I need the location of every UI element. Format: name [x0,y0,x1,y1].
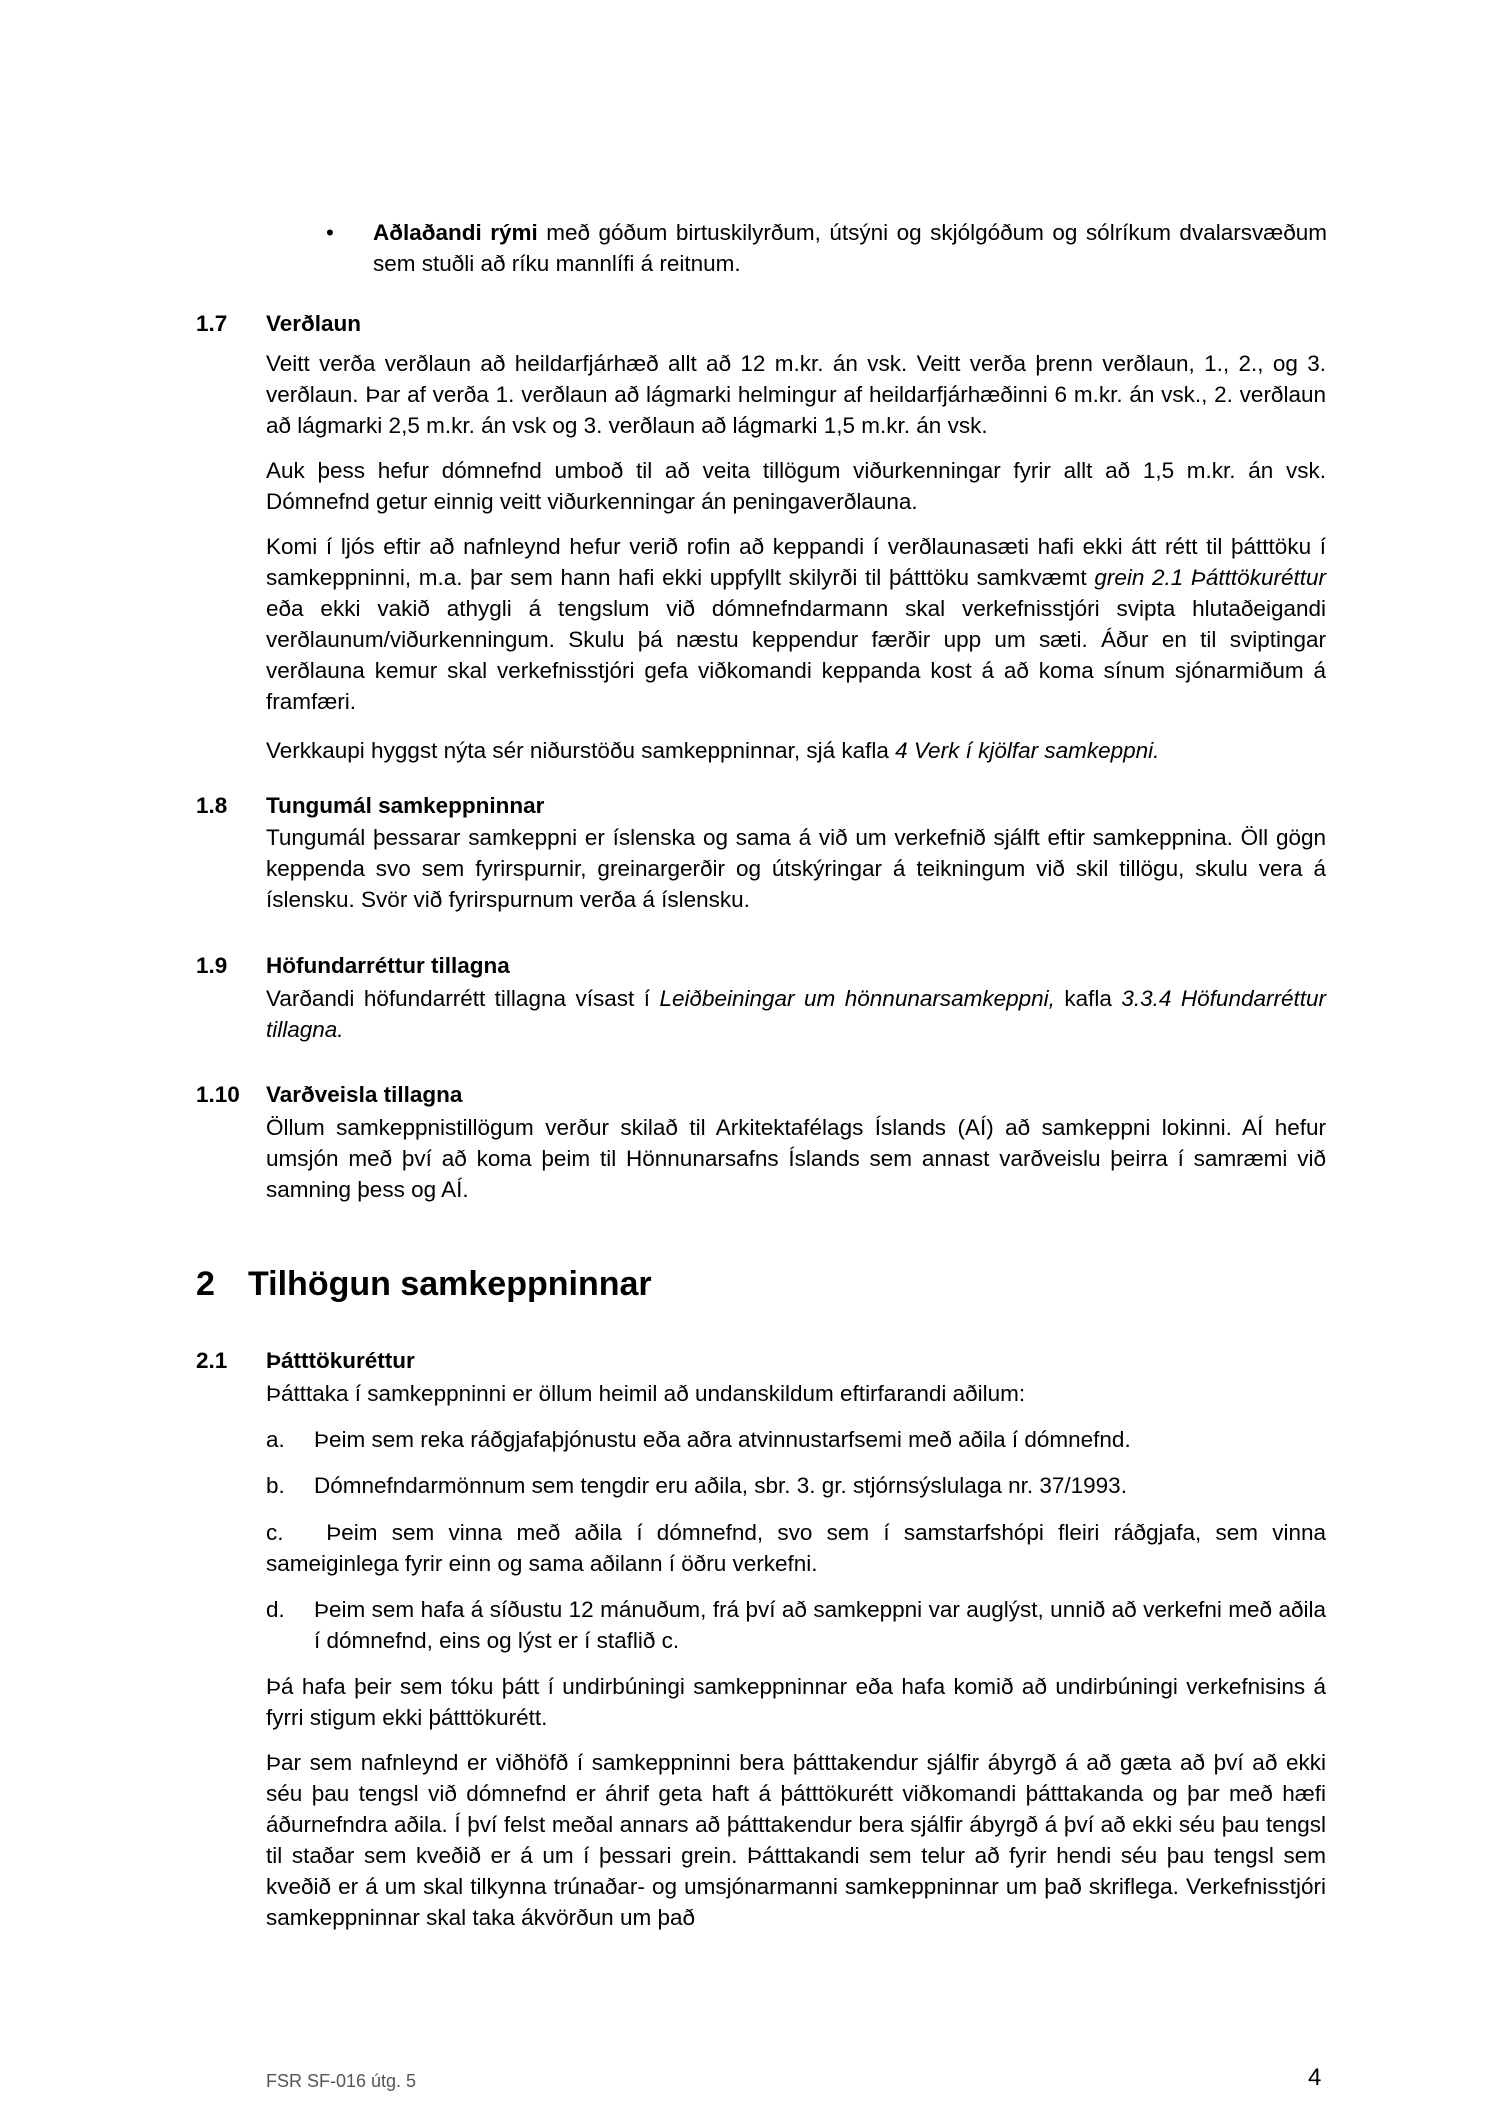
chapter-title: Tilhögun samkeppninnar [248,1265,652,1303]
text-run: Varðandi höfundarrétt tillagna vísast í [266,986,660,1011]
reference-italic: Leiðbeiningar um hönnunarsamkeppni, [659,986,1055,1011]
section-number: 1.8 [196,793,228,818]
section-title: Varðveisla tillagna [266,1082,463,1107]
bullet-text [373,217,1327,279]
footer-doc-id: FSR SF-016 útg. 5 [266,2071,417,2091]
paragraph [266,983,1326,1045]
section-title: Þátttökuréttur [266,1348,415,1373]
paragraph: Þar sem nafnleynd er viðhöfð í samkeppninni bera þátttakendur sjálfir ábyrgð á að gæta að því að ekki séu þau tengsl við dómnefnd er áhrif geta haft á þátttökurétt viðkomandi þátttakanda og þar með hæfi áðurnefndra aðila. Í því felst meðal annars að þátttakendur bera sjálfir ábyrgð á því að ekki séu þau tengsl til staðar sem kveðið er á um í þessari grein. Þátttakandi sem telur að fyrir hendi séu þau tengsl sem kveðið er á um skal tilkynna trúnaðar- og umsjónarmanni samkeppninnar um það skriflega. Verkefnisstjóri samkeppninnar skal taka ákvörðun um það [266,1750,1326,1930]
bullet-rest: með góðum birtuskilyrðum, útsýni og skjólgóðum og sólríkum dvalarsvæðum sem stuðli að ríku mannlífi á reitnum. [373,220,1327,276]
bullet-dot: • [326,220,334,245]
list-label: c. [266,1520,284,1545]
section-body-1-9 [266,983,1326,1045]
section-title: Höfundarréttur tillagna [266,953,510,978]
section-number: 1.9 [196,953,228,978]
section-title: Tungumál samkeppninnar [266,793,545,818]
paragraph: Þá hafa þeir sem tóku þátt í undirbúningi samkeppninnar eða hafa komið að undirbúningi verkefnisins á fyrri stigum ekki þátttökurétt. [266,1674,1326,1730]
reference-italic: grein 2.1 Þátttökuréttur [1094,565,1326,590]
list-text: Dómnefndarmönnum sem tengdir eru aðila, sbr. 3. gr. stjórnsýslulaga nr. 37/1993. [314,1473,1127,1498]
section-intro-2-1 [266,1378,1326,1409]
reference-italic: 3.3.4 Höfundarréttur tillagna. [266,986,1326,1042]
paragraph: Þátttaka í samkeppninni er öllum heimil að undanskildum eftirfarandi aðilum: [266,1381,1026,1406]
section-title: Verðlaun [266,311,362,336]
section-body-1-7 [266,348,1326,766]
paragraph [266,735,1326,766]
chapter-heading [196,1262,652,1306]
paragraph: Auk þess hefur dómnefnd umboð til að veita tillögum viðurkenningar fyrir allt að 1,5 m.kr. án vsk. Dómnefnd getur einnig veitt viðurkenningar án peningaverðlauna. [266,458,1326,514]
paragraph: Tungumál þessarar samkeppni er íslenska og sama á við um verkefnið sjálft eftir samkeppnina. Öll gögn keppenda svo sem fyrirspurnir, greinargerðir og útskýringar á teikningum við skil tillögu, skulu vera á íslensku. Svör við fyrirspurnum verða á íslensku. [266,825,1326,912]
paragraph: Öllum samkeppnistillögum verður skilað til Arkitektafélags Íslands (AÍ) að samkeppni lokinni. AÍ hefur umsjón með því að koma þeim til Hönnunarsafns Íslands sem annast varðveislu þeirra í samræmi við samning þess og AÍ. [266,1115,1326,1202]
list-item [266,1517,1326,1579]
section-body-2-1 [266,1671,1326,1933]
text-run: eða ekki vakið athygli á tengslum við dómnefndarmann skal verkefnisstjóri svipta hlutaðeigandi verðlaunum/viðurkenningum. Skulu þá næstu keppendur færðir upp um sæti. Áður en til sviptingar verðlauna kemur skal verkefnisstjóri gefa viðkomandi keppanda kost á að koma sínum sjónarmiðum á framfæri. [266,596,1326,714]
section-body-1-8 [266,822,1326,915]
list-text-run: Þeim sem vinna með aðila í dómnefnd, svo sem í samstarfshópi fleiri ráðgjafa, sem vinna sameiginlega fyrir einn og sama aðilann í öðru verkefni. [266,1520,1326,1576]
text-run: kafla [1054,986,1122,1011]
reference-italic: 4 Verk í kjölfar samkeppni. [895,738,1160,763]
list-text: Þeim sem hafa á síðustu 12 mánuðum, frá því að samkeppni var auglýst, unnið að verkefni með aðila í dómnefnd, eins og lýst er í staflið c. [314,1597,1326,1653]
list-text [266,1517,1326,1579]
paragraph: Veitt verða verðlaun að heildarfjárhæð allt að 12 m.kr. án vsk. Veitt verða þrenn verðlaun, 1., 2., og 3. verðlaun. Þar af verða 1. verðlaun að lágmarki helmingur af heildarfjárhæðinni 6 m.kr. án vsk., 2. verðlaun að lágmarki 2,5 m.kr. án vsk og 3. verðlaun að lágmarki 1,5 m.kr. án vsk. [266,351,1326,438]
list-label: d. [266,1597,285,1622]
section-number: 2.1 [196,1348,228,1373]
footer-page-number: 4 [1308,2064,1322,2091]
list-label: a. [266,1427,285,1452]
section-number: 1.10 [196,1082,240,1107]
section-body-1-10 [266,1112,1326,1205]
text-run: Komi í ljós eftir að nafnleynd hefur verið rofin að keppandi í verðlaunasæti hafi ekki átt rétt til þátttöku í samkeppninni, m.a. þar sem hann hafi ekki uppfyllt skilyrði til þátttöku samkvæmt [266,534,1326,590]
paragraph [266,531,1326,717]
list-label: b. [266,1473,285,1498]
chapter-number: 2 [196,1265,215,1303]
bullet-bold: Aðlaðandi rými [373,220,538,245]
section-number: 1.7 [196,311,228,336]
list-text: Þeim sem reka ráðgjafaþjónustu eða aðra atvinnustarfsemi með aðila í dómnefnd. [314,1427,1131,1452]
text-run: Verkkaupi hyggst nýta sér niðurstöðu samkeppninnar, sjá kafla [266,738,896,763]
